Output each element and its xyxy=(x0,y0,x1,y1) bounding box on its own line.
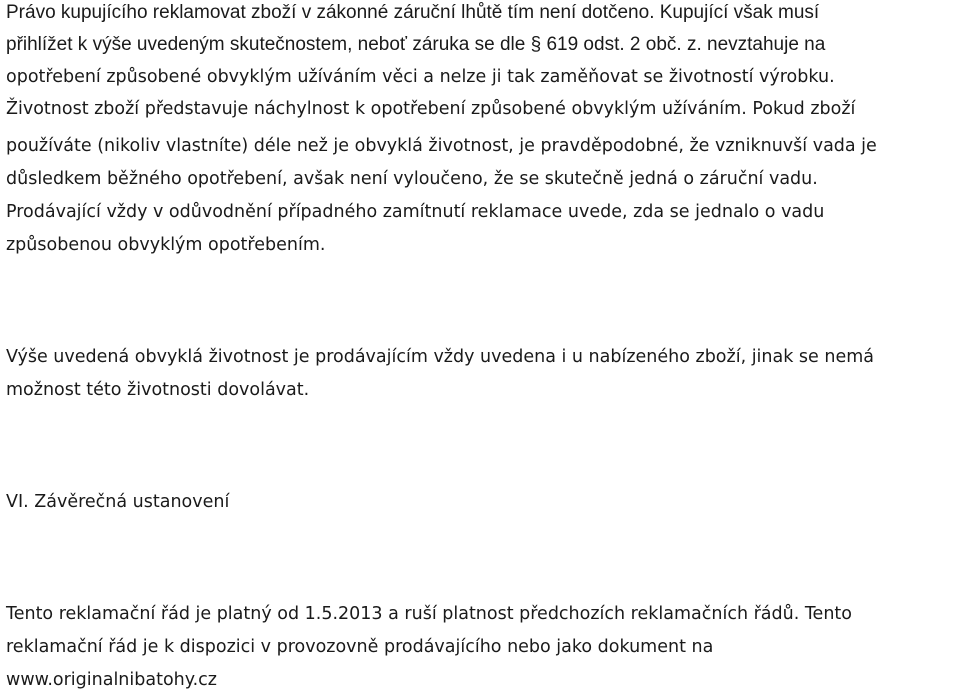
paragraph-line: Právo kupujícího reklamovat zboží v zákonné záruční lhůtě tím není dotčeno. Kupující však musí xyxy=(6,2,820,23)
paragraph-line: důsledkem běžného opotřebení, avšak není vyloučeno, že se skutečně jedná o záruční vadu. xyxy=(6,169,818,189)
paragraph-line: možnost této životnosti dovolávat. xyxy=(6,380,310,400)
website-link[interactable]: www.originalnibatohy.cz xyxy=(6,670,217,690)
section-heading: VI. Závěrečná ustanovení xyxy=(6,492,230,512)
paragraph-line: reklamační řád je k dispozici v provozovně prodávajícího nebo jako dokument na xyxy=(6,637,714,657)
paragraph-line: Životnost zboží představuje náchylnost k opotřebení způsobené obvyklým užíváním. Pokud zboží xyxy=(6,99,856,119)
paragraph-line: Výše uvedená obvyklá životnost je prodávajícím vždy uvedena i u nabízeného zboží, jinak se nemá xyxy=(6,347,875,367)
paragraph-line: Tento reklamační řád je platný od 1.5.2013 a ruší platnost předchozích reklamačních řádů. Tento xyxy=(6,604,852,624)
paragraph-line: způsobenou obvyklým opotřebením. xyxy=(6,235,326,255)
paragraph-line: přihlížet k výše uvedeným skutečnostem, neboť záruka se dle § 619 odst. 2 obč. z. nevztahuje na xyxy=(6,34,826,55)
paragraph-line: opotřebení způsobené obvyklým užíváním věci a nelze ji tak zaměňovat se životností výrobku. xyxy=(6,67,835,87)
paragraph-line: používáte (nikoliv vlastníte) déle než je obvyklá životnost, je pravděpodobné, že vzniknuvší vada je xyxy=(6,136,877,156)
paragraph-line: Prodávající vždy v odůvodnění případného zamítnutí reklamace uvede, zda se jednalo o vadu xyxy=(6,202,825,222)
